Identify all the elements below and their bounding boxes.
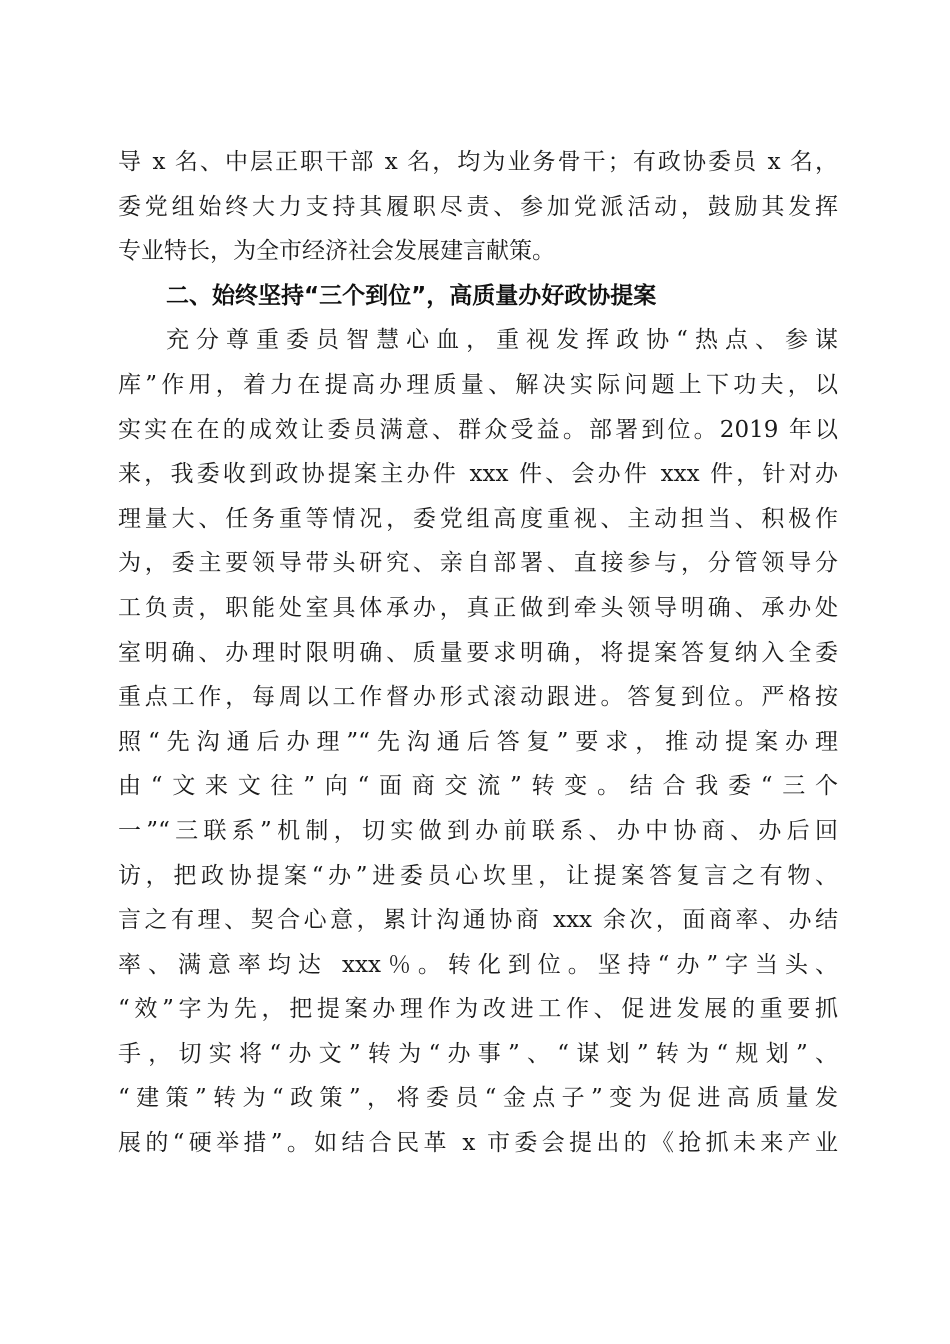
paragraph-line: 展的“硬举措”。如结合民革 x 市委会提出的《抢抓未来产业 — [118, 1130, 838, 1157]
paragraph-line: 访，把政协提案“办”进委员心坎里，让提案答复言之有物、 — [118, 862, 838, 889]
paragraph-line: 充分尊重委员智慧心血，重视发挥政协“热点、参谋 — [166, 327, 838, 354]
paragraph-line: 委党组始终大力支持其履职尽责、参加党派活动，鼓励其发挥 — [118, 193, 838, 220]
paragraph-line: 言之有理、契合心意，累计沟通协商 xxx 余次，面商率、办结 — [118, 907, 838, 934]
paragraph-line: 理量大、任务重等情况，委党组高度重视、主动担当、积极作 — [118, 505, 838, 532]
paragraph-line: 实实在在的成效让委员满意、群众受益。部署到位。2019 年以 — [118, 416, 838, 443]
paragraph-line: 手，切实将“办文”转为“办事”、“谋划”转为“规划”、 — [118, 1040, 838, 1067]
document-text — [118, 140, 838, 1166]
paragraph-line: 室明确、办理时限明确、质量要求明确，将提案答复纳入全委 — [118, 639, 838, 666]
paragraph-line: 专业特长，为全市经济社会发展建言献策。 — [118, 238, 555, 265]
paragraph-line: “建策”转为“政策”，将委员“金点子”变为促进高质量发 — [118, 1085, 838, 1112]
paragraph-line: 由“文来文往”向“面商交流”转变。结合我委“三个 — [118, 773, 838, 800]
paragraph-line: 来，我委收到政协提案主办件 xxx 件、会办件 xxx 件，针对办 — [118, 461, 838, 488]
paragraph-line: 工负责，职能处室具体承办，真正做到牵头领导明确、承办处 — [118, 594, 838, 621]
paragraph-line: 为，委主要领导带头研究、亲自部署、直接参与，分管领导分 — [118, 550, 838, 577]
paragraph-line: 一”“三联系”机制，切实做到办前联系、办中协商、办后回 — [118, 817, 838, 844]
section-heading: 二、始终坚持“三个到位”，高质量办好政协提案 — [166, 282, 657, 309]
paragraph-line: 重点工作，每周以工作督办形式滚动跟进。答复到位。严格按 — [118, 684, 838, 711]
paragraph-line: 导 x 名、中层正职干部 x 名，均为业务骨干；有政协委员 x 名， — [118, 149, 838, 175]
paragraph-line: 库”作用，着力在提高办理质量、解决实际问题上下功夫，以 — [118, 371, 838, 398]
paragraph-line: 率、满意率均达 xxx％。转化到位。坚持“办”字当头、 — [118, 951, 838, 978]
paragraph-line: 照“先沟通后办理”“先沟通后答复”要求，推动提案办理 — [118, 728, 838, 755]
paragraph-line: “效”字为先，把提案办理作为改进工作、促进发展的重要抓 — [118, 996, 838, 1023]
